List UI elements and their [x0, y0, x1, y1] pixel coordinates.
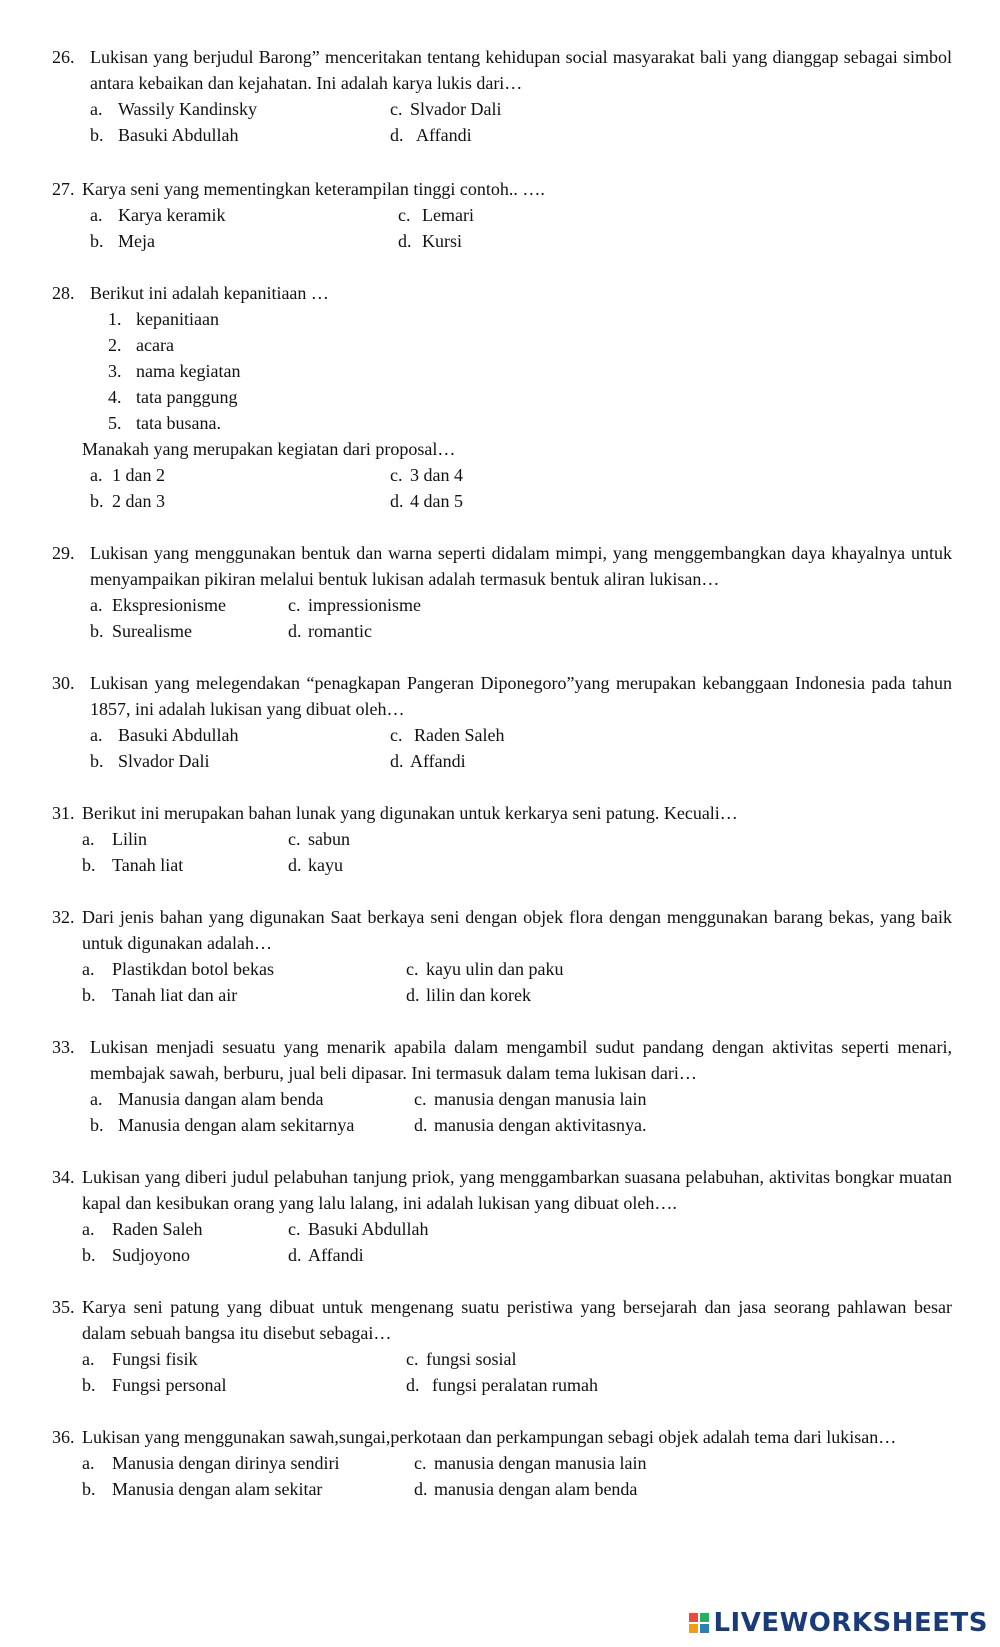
question-number: 30. — [52, 673, 75, 693]
question-35 — [52, 1294, 952, 1398]
option-b[interactable]: b. Manusia dengan alam sekitarnya — [90, 1115, 355, 1135]
question-number: 33. — [52, 1037, 75, 1057]
option-c[interactable]: c. Slvador Dali — [390, 99, 502, 119]
option-c[interactable]: c. Raden Saleh — [390, 725, 505, 745]
question-text: Lukisan yang menggunakan bentuk dan warna seperti didalam mimpi, yang menggembangkan daya khayalnya untuk menyampaikan pikiran melalui bentuk lukisan adalah termasuk bentuk aliran lukisan… — [90, 543, 952, 589]
question-26 — [52, 44, 952, 148]
option-c[interactable]: c. kayu ulin dan paku — [406, 959, 564, 979]
option-b[interactable]: b. Surealisme — [90, 621, 192, 641]
question-text: Lukisan yang berjudul Barong” menceritakan tentang kehidupan social masyarakat bali yang dianggap sebagai simbol antara kebaikan dan kejahatan. Ini adalah karya lukis dari… — [90, 47, 952, 93]
question-number: 26. — [52, 47, 75, 67]
question-text: Dari jenis bahan yang digunakan Saat berkaya seni dengan objek flora dengan menggunakan barang bekas, yang baik untuk digunakan adalah… — [82, 907, 952, 953]
option-a[interactable]: a. Raden Saleh — [82, 1219, 203, 1239]
question-33 — [52, 1034, 952, 1138]
option-a[interactable]: a. Wassily Kandinsky — [90, 99, 258, 119]
question-number: 35. — [52, 1297, 75, 1317]
question-29 — [52, 540, 952, 644]
numbered-list — [108, 306, 952, 436]
option-d[interactable]: d. manusia dengan aktivitasnya. — [414, 1115, 647, 1135]
option-d[interactable]: d. Affandi — [390, 751, 466, 771]
option-d[interactable]: d. romantic — [288, 621, 372, 641]
option-d[interactable]: d. Affandi — [390, 125, 472, 145]
option-a[interactable]: a. Fungsi fisik — [82, 1349, 198, 1369]
option-a[interactable]: a. Karya keramik — [90, 205, 226, 225]
list-item: 3. nama kegiatan — [108, 361, 241, 381]
option-a[interactable]: a. Manusia dengan dirinya sendiri — [82, 1453, 340, 1473]
question-30 — [52, 670, 952, 774]
option-d[interactable]: d. kayu — [288, 855, 343, 875]
question-number: 36. — [52, 1427, 75, 1447]
question-text: Berikut ini adalah kepanitiaan … — [90, 283, 329, 303]
question-number: 31. — [52, 803, 75, 823]
question-text: Lukisan yang diberi judul pelabuhan tanjung priok, yang menggambarkan suasana pelabuhan, aktivitas bongkar muatan kapal dan kesibukan orang yang lalu lalang, ini adalah lukisan yang dibuat oleh…. — [82, 1167, 952, 1213]
option-c[interactable]: c. impressionisme — [288, 595, 421, 615]
question-number: 29. — [52, 543, 75, 563]
question-number: 27. — [52, 179, 75, 199]
option-b[interactable]: b. Tanah liat dan air — [82, 985, 238, 1005]
option-a[interactable]: a. 1 dan 2 — [90, 465, 165, 485]
option-c[interactable]: c. manusia dengan manusia lain — [414, 1453, 647, 1473]
logo-square — [689, 1624, 698, 1633]
option-c[interactable]: c. sabun — [288, 829, 350, 849]
question-text: Lukisan yang menggunakan sawah,sungai,perkotaan dan perkampungan sebagi objek adalah tema dari lukisan… — [82, 1427, 897, 1447]
option-a[interactable]: a. Basuki Abdullah — [90, 725, 239, 745]
question-32 — [52, 904, 952, 1008]
option-b[interactable]: b. Manusia dengan alam sekitar — [82, 1479, 323, 1499]
option-b[interactable]: b. 2 dan 3 — [90, 491, 165, 511]
list-item: 5. tata busana. — [108, 413, 221, 433]
question-36 — [52, 1424, 952, 1502]
logo-text: LIVEWORKSHEETS — [713, 1608, 988, 1638]
option-c[interactable]: c. Basuki Abdullah — [288, 1219, 429, 1239]
question-34 — [52, 1164, 952, 1268]
question-subtext: Manakah yang merupakan kegiatan dari proposal… — [82, 439, 456, 459]
option-d[interactable]: d. Kursi — [398, 231, 462, 251]
question-number: 34. — [52, 1167, 75, 1187]
option-b[interactable]: b. Tanah liat — [82, 855, 184, 875]
option-d[interactable]: d. fungsi peralatan rumah — [406, 1375, 598, 1395]
option-b[interactable]: b. Basuki Abdullah — [90, 125, 239, 145]
logo-square — [700, 1624, 709, 1633]
list-item: 2. acara — [108, 335, 174, 355]
question-text: Berikut ini merupakan bahan lunak yang digunakan untuk kerkarya seni patung. Kecuali… — [82, 803, 738, 823]
option-d[interactable]: d. Affandi — [288, 1245, 364, 1265]
option-b[interactable]: b. Fungsi personal — [82, 1375, 227, 1395]
option-d[interactable]: d. 4 dan 5 — [390, 491, 463, 511]
logo-square — [700, 1613, 709, 1622]
option-d[interactable]: d. lilin dan korek — [406, 985, 531, 1005]
question-number: 28. — [52, 283, 75, 303]
option-c[interactable]: c. fungsi sosial — [406, 1349, 517, 1369]
option-c[interactable]: c. 3 dan 4 — [390, 465, 463, 485]
question-text: Karya seni yang mementingkan keterampilan tinggi contoh.. …. — [82, 179, 545, 199]
question-text: Lukisan menjadi sesuatu yang menarik apabila dalam mengambil sudut pandang dengan aktivitas seperti menari, membajak sawah, berburu, jual beli dipasar. Ini termasuk dalam tema lukisan dari… — [90, 1037, 952, 1083]
logo-square — [689, 1613, 698, 1622]
option-a[interactable]: a. Plastikdan botol bekas — [82, 959, 274, 979]
option-b[interactable]: b. Sudjoyono — [82, 1245, 191, 1265]
question-text: Karya seni patung yang dibuat untuk mengenang suatu peristiwa yang bersejarah dan jasa seorang pahlawan besar dalam sebuah bangsa itu disebut sebagai… — [82, 1297, 952, 1343]
option-b[interactable]: b. Slvador Dali — [90, 751, 210, 771]
option-b[interactable]: b. Meja — [90, 231, 155, 251]
option-a[interactable]: a. Manusia dangan alam benda — [90, 1089, 324, 1109]
question-text: Lukisan yang melegendakan “penagkapan Pangeran Diponegoro”yang merupakan kebanggaan Indonesia pada tahun 1857, ini adalah lukisan yang dibuat oleh… — [90, 673, 952, 719]
list-item: 4. tata panggung — [108, 387, 238, 407]
option-d[interactable]: d. manusia dengan alam benda — [414, 1479, 638, 1499]
question-27 — [52, 176, 952, 254]
list-item: 1. kepanitiaan — [108, 309, 219, 329]
option-c[interactable]: c. manusia dengan manusia lain — [414, 1089, 647, 1109]
option-a[interactable]: a. Ekspresionisme — [90, 595, 226, 615]
question-number: 32. — [52, 907, 75, 927]
question-28 — [52, 280, 952, 514]
logo-mark-icon — [689, 1613, 709, 1633]
option-c[interactable]: c. Lemari — [398, 205, 474, 225]
liveworksheets-logo — [689, 1608, 988, 1638]
option-a[interactable]: a. Lilin — [82, 829, 147, 849]
question-31 — [52, 800, 952, 878]
